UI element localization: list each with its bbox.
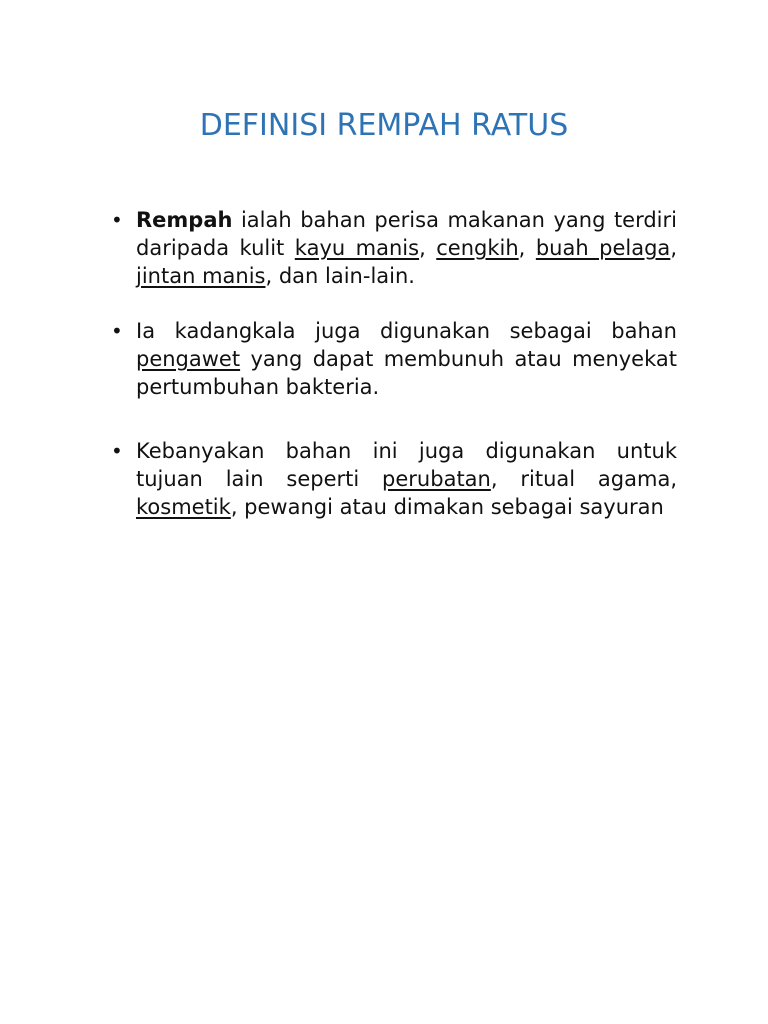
link-buah-pelaga[interactable]: buah pelaga <box>535 236 671 260</box>
text-segment: , dan lain-lain. <box>265 264 415 288</box>
text-segment: , <box>670 236 677 260</box>
text-segment: , <box>419 236 437 260</box>
link-perubatan[interactable]: perubatan <box>382 467 491 491</box>
bullet-item-kegunaan <box>136 437 677 521</box>
link-kayu-manis[interactable]: kayu manis <box>294 236 420 260</box>
text-segment: Kebanyakan bahan ini juga digunakan untuk tujuan lain seperti <box>136 439 677 491</box>
text-segment: ialah bahan perisa makanan yang terdiri daripada kulit <box>136 208 677 260</box>
text-segment: , <box>518 236 536 260</box>
bullet-item-rempah <box>136 206 677 290</box>
link-cengkih[interactable]: cengkih <box>436 236 519 260</box>
page-title: DEFINISI REMPAH RATUS <box>199 108 569 143</box>
bullet-list <box>136 206 677 521</box>
term-rempah: Rempah <box>136 208 233 232</box>
text-segment: yang dapat membunuh atau menyekat pertumbuhan bakteria. <box>136 347 677 399</box>
text-segment: , pewangi atau dimakan sebagai sayuran <box>230 495 664 519</box>
link-pengawet[interactable]: pengawet <box>136 347 241 371</box>
text-segment: , ritual agama, <box>490 467 677 491</box>
link-jintan-manis[interactable]: jintan manis <box>136 264 266 288</box>
link-kosmetik[interactable]: kosmetik <box>136 495 231 519</box>
text-segment: Ia kadangkala juga digunakan sebagai bahan <box>136 319 677 343</box>
bullet-item-pengawet <box>136 317 677 401</box>
